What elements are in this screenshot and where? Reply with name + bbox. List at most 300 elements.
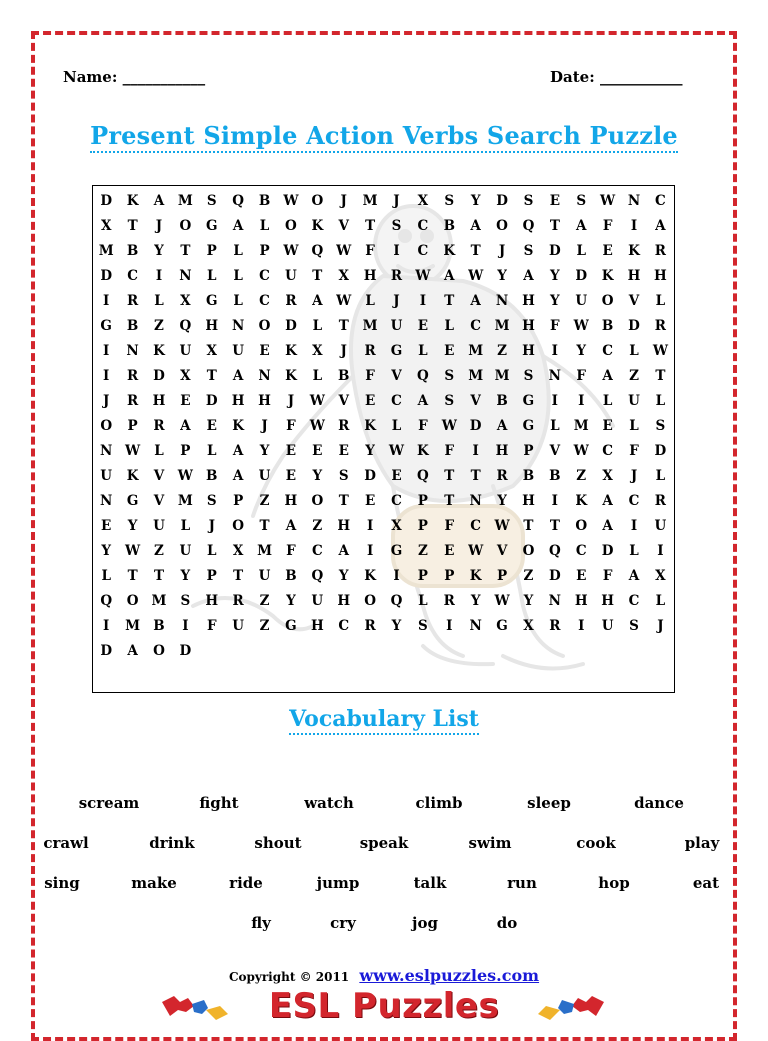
grid-letter: W	[283, 193, 299, 209]
grid-letter: U	[311, 593, 324, 609]
grid-letter: Q	[100, 593, 113, 609]
grid-letter: I	[103, 368, 110, 384]
grid-letter: X	[180, 368, 191, 384]
grid-letter: E	[180, 393, 191, 409]
grid-letter: F	[418, 418, 428, 434]
grid-letter: K	[443, 243, 456, 259]
grid-letter: K	[153, 343, 165, 359]
grid-letter: L	[312, 368, 323, 384]
word-search-grid	[92, 185, 675, 693]
grid-letter: W	[441, 418, 457, 434]
vocab-word: sing	[44, 874, 80, 892]
grid-letter: J	[261, 418, 268, 434]
grid-letter: S	[629, 618, 639, 634]
grid-letter: M	[494, 368, 510, 384]
grid-letter: V	[338, 218, 349, 234]
grid-letter: H	[258, 393, 271, 409]
grid-letter: W	[336, 243, 352, 259]
grid-letter: A	[444, 268, 455, 284]
grid-letter: V	[549, 443, 561, 459]
grid-letter: O	[285, 218, 297, 234]
grid-letter: K	[364, 568, 376, 584]
grid-letter: T	[444, 293, 455, 309]
grid-letter: H	[205, 593, 219, 609]
grid-letter: X	[391, 518, 402, 534]
vocab-word: play	[684, 834, 720, 852]
grid-letter: P	[206, 568, 217, 584]
grid-letter: Q	[548, 543, 561, 559]
esl-puzzles-logo: ESL Puzzles	[268, 986, 500, 1026]
grid-letter: V	[496, 543, 508, 559]
page-title-text: Present Simple Action Verbs Search Puzzle	[90, 121, 678, 153]
grid-letter: Y	[101, 543, 112, 559]
grid-letter: E	[444, 543, 455, 559]
grid-letter: L	[233, 268, 243, 284]
grid-letter: F	[629, 443, 639, 459]
grid-letter: H	[205, 318, 219, 334]
grid-letter: T	[444, 468, 455, 484]
vocab-row-3	[0, 874, 768, 892]
grid-letter: I	[103, 293, 110, 309]
grid-letter: R	[232, 593, 244, 609]
grid-letter: U	[601, 618, 614, 634]
grid-letter: H	[337, 518, 351, 534]
grid-letter: Y	[127, 518, 138, 534]
grid-letter: I	[393, 568, 400, 584]
grid-letter: K	[628, 243, 640, 259]
grid-letter: T	[312, 268, 323, 284]
grid-letter: O	[601, 293, 614, 309]
grid-letter: T	[127, 218, 138, 234]
grid-letter: S	[655, 418, 666, 434]
grid-letter: J	[630, 468, 638, 484]
grid-letter: Q	[311, 243, 324, 259]
grid-letter: J	[208, 518, 215, 534]
grid-letter: T	[206, 368, 217, 384]
vocab-word: dance	[634, 794, 684, 812]
grid-letter: S	[338, 468, 349, 484]
grid-letter: W	[336, 293, 352, 309]
grid-letter: I	[419, 293, 427, 309]
grid-letter: B	[443, 218, 455, 234]
vocab-word: do	[496, 914, 518, 932]
grid-letter: O	[522, 543, 535, 559]
grid-letter: U	[575, 293, 588, 309]
grid-letter: C	[602, 443, 613, 459]
grid-letter: Y	[497, 493, 507, 509]
grid-letter: H	[574, 593, 588, 609]
grid-letter: W	[177, 468, 193, 484]
grid-letter: H	[337, 593, 351, 609]
grid-letter: Z	[417, 543, 428, 559]
grid-letter: K	[285, 368, 297, 384]
grid-letter: P	[127, 418, 138, 434]
grid-letter: I	[551, 493, 558, 509]
grid-letter: F	[444, 443, 455, 459]
grid-letter: C	[575, 543, 587, 559]
grid-letter: Y	[497, 268, 507, 284]
grid-letter: U	[179, 543, 192, 559]
grid-letter: C	[338, 618, 350, 634]
grid-letter: S	[444, 368, 455, 384]
grid-letter: W	[494, 593, 510, 609]
grid-letter: U	[100, 468, 113, 484]
grid-letter: J	[498, 243, 506, 259]
grid-letter: V	[153, 493, 165, 509]
grid-letter: K	[469, 568, 482, 584]
grid-letter: Q	[522, 218, 535, 234]
grid-letter: S	[523, 243, 534, 259]
grid-letter: I	[630, 218, 638, 234]
grid-letter: P	[417, 518, 428, 534]
grid-letter: R	[364, 343, 376, 359]
grid-letter: H	[601, 593, 614, 609]
grid-letter: N	[627, 193, 641, 209]
grid-letter: A	[232, 218, 244, 234]
letter-grid	[93, 186, 673, 664]
grid-letter: E	[101, 518, 112, 534]
grid-letter: G	[390, 543, 403, 559]
vocab-row-1	[0, 794, 768, 812]
grid-letter: P	[417, 493, 428, 509]
grid-letter: A	[285, 518, 297, 534]
grid-letter: Y	[312, 468, 323, 484]
grid-letter: O	[258, 318, 271, 334]
grid-letter: T	[338, 493, 349, 509]
grid-letter: C	[655, 193, 666, 209]
grid-letter: S	[523, 368, 534, 384]
vocab-row-2	[0, 834, 768, 852]
grid-letter: R	[153, 418, 165, 434]
grid-letter: T	[470, 468, 481, 484]
grid-letter: C	[391, 393, 402, 409]
vocab-row-4	[0, 914, 768, 932]
grid-letter: L	[180, 518, 191, 534]
grid-letter: R	[549, 618, 561, 634]
grid-letter: E	[364, 393, 376, 409]
grid-letter: A	[232, 368, 244, 384]
grid-letter: W	[600, 193, 616, 209]
grid-letter: C	[311, 543, 323, 559]
grid-letter: L	[655, 393, 666, 409]
grid-letter: A	[127, 643, 138, 659]
grid-letter: O	[153, 643, 165, 659]
grid-letter: T	[549, 518, 560, 534]
grid-letter: R	[390, 268, 403, 284]
grid-letter: X	[417, 193, 429, 209]
grid-letter: N	[100, 493, 113, 509]
grid-letter: D	[205, 393, 218, 409]
grid-letter: M	[573, 418, 589, 434]
grid-letter: A	[496, 418, 508, 434]
grid-letter: P	[259, 243, 270, 259]
grid-letter: B	[126, 318, 139, 334]
page-title	[0, 121, 768, 150]
grid-letter: B	[206, 468, 218, 484]
grid-letter: W	[573, 443, 589, 459]
grid-letter: X	[180, 293, 191, 309]
grid-letter: I	[657, 543, 664, 559]
grid-letter: E	[576, 568, 587, 584]
grid-letter: Y	[391, 618, 402, 634]
grid-letter: T	[259, 518, 270, 534]
grid-letter: E	[259, 343, 270, 359]
grid-letter: N	[258, 368, 271, 384]
grid-letter: R	[443, 593, 455, 609]
grid-letter: K	[126, 468, 139, 484]
grid-letter: M	[362, 318, 378, 334]
grid-letter: U	[153, 518, 165, 534]
grid-letter: F	[550, 318, 560, 334]
grid-letter: Y	[470, 593, 481, 609]
grid-letter: F	[576, 368, 587, 384]
grid-letter: T	[365, 218, 376, 234]
grid-letter: Z	[576, 468, 587, 484]
vocab-word: crawl	[43, 834, 89, 852]
grid-letter: N	[469, 493, 482, 509]
grid-letter: T	[549, 218, 560, 234]
vocab-word: jog	[412, 914, 438, 932]
grid-letter: S	[391, 218, 402, 234]
grid-letter: U	[232, 343, 245, 359]
grid-letter: E	[417, 318, 429, 334]
grid-letter: P	[444, 568, 455, 584]
grid-letter: P	[233, 493, 244, 509]
grid-letter: U	[628, 393, 640, 409]
grid-letter: C	[602, 343, 613, 359]
grid-letter: E	[602, 418, 613, 434]
grid-letter: P	[523, 443, 534, 459]
grid-letter: T	[338, 318, 349, 334]
grid-letter: L	[418, 593, 428, 609]
grid-letter: H	[363, 268, 377, 284]
grid-letter: N	[548, 368, 561, 384]
grid-letter: R	[126, 293, 139, 309]
grid-letter: I	[182, 618, 189, 634]
grid-letter: O	[311, 193, 324, 209]
grid-letter: R	[654, 493, 667, 509]
grid-letter: L	[629, 543, 639, 559]
grid-letter: G	[285, 618, 297, 634]
grid-letter: L	[391, 418, 402, 434]
vocab-word: fight	[199, 794, 239, 812]
grid-letter: R	[338, 418, 350, 434]
grid-letter: C	[470, 518, 482, 534]
grid-letter: T	[655, 368, 666, 384]
grid-letter: D	[100, 268, 113, 284]
grid-letter: W	[652, 343, 668, 359]
grid-letter: J	[103, 393, 110, 409]
grid-letter: F	[365, 368, 375, 384]
grid-letter: L	[655, 593, 666, 609]
grid-letter: D	[100, 643, 113, 659]
grid-letter: T	[127, 568, 138, 584]
grid-letter: W	[468, 268, 484, 284]
grid-letter: N	[126, 343, 139, 359]
name-field-label: Name: ___________	[63, 68, 206, 86]
grid-letter: F	[444, 518, 455, 534]
grid-letter: F	[286, 418, 296, 434]
grid-letter: D	[100, 193, 113, 209]
grid-letter: X	[523, 618, 534, 634]
grid-letter: W	[573, 318, 589, 334]
grid-letter: U	[232, 618, 245, 634]
grid-letter: M	[494, 318, 510, 334]
grid-letter: A	[180, 418, 191, 434]
grid-letter: E	[206, 418, 217, 434]
grid-letter: Y	[470, 193, 481, 209]
grid-letter: B	[258, 193, 271, 209]
grid-letter: N	[469, 618, 482, 634]
grid-letter: G	[205, 218, 218, 234]
grid-letter: G	[205, 293, 218, 309]
grid-letter: P	[496, 568, 508, 584]
grid-letter: X	[312, 343, 323, 359]
grid-letter: L	[550, 418, 560, 434]
grid-letter: Z	[523, 568, 534, 584]
grid-letter: L	[602, 393, 613, 409]
grid-letter: P	[180, 443, 191, 459]
grid-letter: D	[179, 643, 192, 659]
grid-letter: C	[470, 318, 482, 334]
grid-letter: Q	[232, 193, 245, 209]
website-link[interactable]: www.eslpuzzles.com	[359, 966, 540, 985]
grid-letter: H	[310, 618, 324, 634]
grid-letter: V	[153, 468, 165, 484]
grid-letter: S	[444, 393, 455, 409]
grid-letter: W	[494, 518, 510, 534]
grid-letter: K	[575, 493, 588, 509]
grid-letter: K	[364, 418, 376, 434]
grid-letter: B	[601, 318, 614, 334]
grid-letter: I	[551, 343, 558, 359]
grid-letter: T	[153, 568, 164, 584]
grid-letter: R	[126, 393, 139, 409]
grid-letter: M	[151, 593, 167, 609]
grid-letter: E	[549, 193, 560, 209]
grid-letter: N	[548, 593, 561, 609]
grid-letter: P	[206, 243, 217, 259]
vocabulary-title	[0, 706, 768, 732]
vocab-word: cry	[330, 914, 356, 932]
date-field-label: Date: ___________	[550, 68, 683, 86]
grid-letter: D	[496, 193, 508, 209]
grid-letter: I	[103, 618, 110, 634]
grid-letter: A	[153, 193, 165, 209]
vocab-word: fly	[251, 914, 271, 932]
grid-letter: E	[285, 443, 297, 459]
grid-letter: D	[628, 318, 640, 334]
grid-letter: A	[602, 518, 613, 534]
grid-letter: O	[575, 518, 588, 534]
vocab-word: climb	[415, 794, 463, 812]
grid-letter: M	[177, 493, 193, 509]
grid-letter: A	[575, 218, 587, 234]
grid-letter: O	[364, 593, 376, 609]
grid-letter: O	[100, 418, 113, 434]
vocab-word: shout	[254, 834, 302, 852]
grid-letter: X	[100, 218, 112, 234]
grid-letter: A	[470, 218, 481, 234]
grid-letter: X	[206, 343, 217, 359]
grid-letter: U	[654, 518, 667, 534]
grid-letter: D	[548, 568, 561, 584]
grid-letter: A	[523, 268, 534, 284]
grid-letter: I	[393, 243, 400, 259]
grid-letter: L	[444, 318, 455, 334]
grid-letter: Q	[179, 318, 192, 334]
grid-letter: C	[628, 493, 640, 509]
grid-letter: I	[472, 443, 479, 459]
grid-letter: Q	[390, 593, 403, 609]
grid-letter: B	[338, 368, 350, 384]
grid-letter: L	[418, 343, 428, 359]
grid-letter: B	[496, 393, 508, 409]
grid-letter: O	[179, 218, 192, 234]
grid-letter: Y	[576, 343, 587, 359]
grid-letter: W	[125, 543, 141, 559]
grid-letter: W	[468, 543, 484, 559]
grid-letter: L	[629, 343, 639, 359]
grid-letter: U	[285, 268, 297, 284]
grid-letter: X	[655, 568, 666, 584]
grid-letter: C	[391, 493, 402, 509]
grid-letter: A	[338, 543, 349, 559]
grid-letter: I	[578, 618, 585, 634]
vocabulary-title-text: Vocabulary List	[289, 706, 479, 735]
grid-letter: J	[340, 343, 347, 359]
grid-letter: V	[628, 293, 640, 309]
grid-letter: I	[446, 618, 453, 634]
grid-letter: Z	[259, 618, 270, 634]
grid-letter: A	[470, 293, 481, 309]
grid-letter: H	[495, 443, 509, 459]
grid-letter: L	[655, 468, 666, 484]
vocab-word: jump	[316, 874, 360, 892]
vocab-word: swim	[468, 834, 512, 852]
grid-letter: L	[655, 293, 666, 309]
grid-letter: K	[417, 443, 429, 459]
grid-letter: K	[285, 343, 297, 359]
vocab-word: ride	[229, 874, 263, 892]
grid-letter: L	[101, 568, 111, 584]
grid-letter: W	[283, 243, 299, 259]
vocab-word: watch	[304, 794, 354, 812]
grid-letter: Q	[311, 568, 324, 584]
grid-letter: I	[103, 343, 110, 359]
grid-letter: Q	[417, 468, 429, 484]
grid-letter: Y	[286, 593, 296, 609]
grid-letter: U	[390, 318, 403, 334]
grid-letter: H	[522, 293, 535, 309]
copyright-line	[0, 966, 768, 985]
grid-letter: Y	[365, 443, 375, 459]
grid-letter: D	[469, 418, 482, 434]
grid-letter: M	[362, 193, 378, 209]
grid-letter: W	[309, 418, 325, 434]
grid-letter: K	[311, 218, 324, 234]
grid-letter: E	[312, 443, 323, 459]
vocab-word: cook	[576, 834, 616, 852]
grid-letter: F	[602, 218, 613, 234]
vocab-word: hop	[598, 874, 630, 892]
grid-letter: Z	[312, 518, 323, 534]
grid-letter: M	[468, 343, 484, 359]
grid-letter: D	[364, 468, 376, 484]
grid-letter: T	[233, 568, 244, 584]
grid-letter: L	[154, 443, 164, 459]
grid-letter: F	[206, 618, 217, 634]
